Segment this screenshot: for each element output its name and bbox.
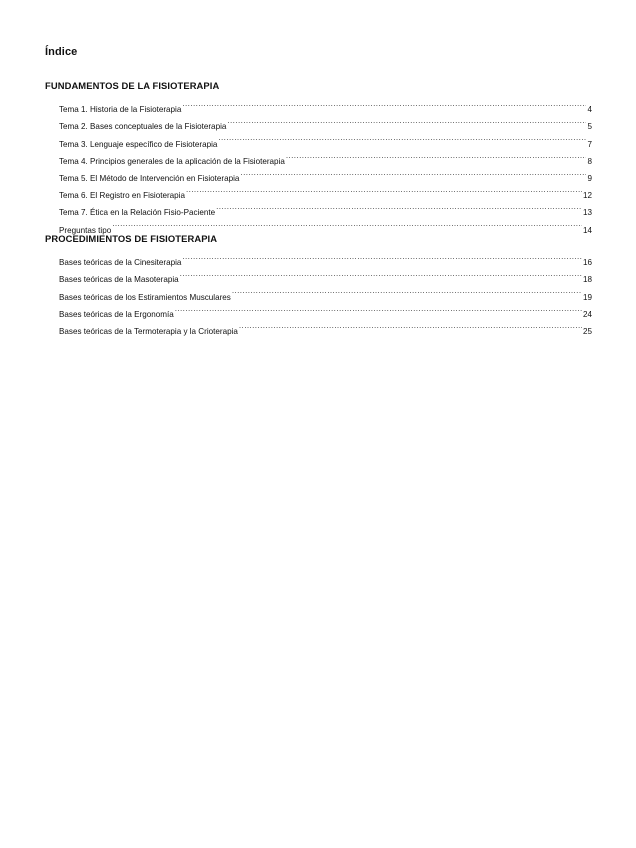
toc-entry-label: Tema 5. El Método de Intervención en Fisioterapia (59, 173, 240, 183)
toc-entry-page: 24 (582, 309, 592, 319)
toc-section-procedimientos (45, 232, 592, 334)
toc-entry-label: Bases teóricas de la Cinesiterapia (59, 258, 182, 268)
toc-entry-page: 14 (582, 225, 592, 235)
toc-entry-label: Tema 4. Principios generales de la aplicación de la Fisioterapia (59, 156, 285, 166)
toc-entry-label: Bases teóricas de la Ergonomía (59, 309, 174, 319)
toc-leader-dots (175, 300, 582, 317)
toc-entry[interactable] (59, 215, 592, 235)
toc-entry-page: 19 (582, 292, 592, 302)
toc-entry-page: 18 (582, 275, 592, 285)
toc-entry-label: Tema 1. Historia de la Fisioterapia (59, 105, 182, 115)
section-heading: FUNDAMENTOS DE LA FISIOTERAPIA (45, 80, 220, 91)
toc-entry-label: Tema 2. Bases conceptuales de la Fisioterapia (59, 122, 227, 132)
toc-entry-label: Tema 7. Ética en la Relación Fisio-Paciente (59, 208, 216, 218)
toc-leader-dots (182, 95, 586, 112)
toc-entry-label: Bases teóricas de los Estiramientos Musculares (59, 292, 231, 302)
toc-entry-label: Tema 3. Lenguaje específico de Fisioterapia (59, 139, 218, 149)
toc-entry-page: 16 (582, 258, 592, 268)
toc-entry-page: 8 (587, 156, 592, 166)
toc-entry-page: 9 (587, 173, 592, 183)
toc-entry-page: 13 (582, 208, 592, 218)
toc-leader-dots (182, 248, 582, 265)
toc-leader-dots (240, 164, 586, 181)
toc-entry-label: Bases teóricas de la Masoterapia (59, 275, 179, 285)
toc-leader-dots (186, 181, 582, 198)
document-title: Índice (45, 46, 78, 58)
toc-entry-page: 25 (582, 326, 592, 336)
toc-entry-label: Tema 6. El Registro en Fisioterapia (59, 191, 185, 201)
toc-leader-dots (239, 317, 582, 334)
toc-entry-page: 12 (582, 191, 592, 201)
toc-entry-label: Bases teóricas de la Termoterapia y la Crioterapia (59, 326, 238, 336)
section-heading: PROCEDIMIENTOS DE FISIOTERAPIA (45, 233, 218, 244)
toc-entry-label: Preguntas tipo (59, 225, 112, 235)
toc-leader-dots (227, 112, 586, 129)
toc-entry-page: 4 (587, 105, 592, 115)
toc-entry[interactable] (59, 95, 592, 115)
toc-leader-dots (216, 198, 582, 215)
toc-entry-page: 7 (587, 139, 592, 149)
toc-section-fundamentos (45, 79, 592, 233)
toc-leader-dots (232, 282, 582, 299)
toc-leader-dots (112, 215, 582, 232)
toc-entry[interactable] (59, 248, 592, 268)
toc-leader-dots (218, 129, 586, 146)
toc-leader-dots (286, 147, 587, 164)
toc-entry-page: 5 (587, 122, 592, 132)
toc-leader-dots (180, 265, 582, 282)
